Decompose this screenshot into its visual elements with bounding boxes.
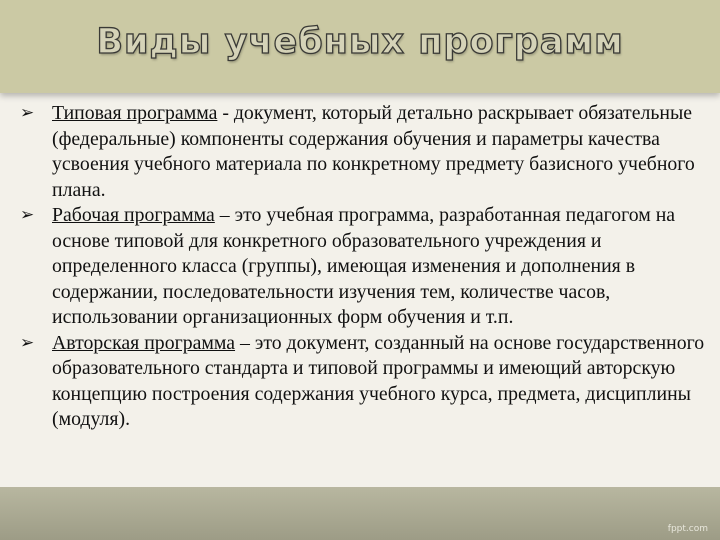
bullet-text: – это учебная программа, разработанная педагогом на основе типовой для конкретного образовательного учреждения и определенного класса (группы), имеющая изменения и дополнения в содержании, последовательности изучения тем, количестве часов, использовании организационных форм обучения и т.п. xyxy=(52,204,676,328)
footer-band xyxy=(0,487,720,540)
title-bar xyxy=(0,0,720,93)
bullet-item-author xyxy=(20,331,712,433)
bullet-list xyxy=(20,101,712,433)
bullet-term: Авторская программа xyxy=(52,331,236,354)
slide-title: Виды учебных программ xyxy=(96,22,624,62)
bullet-item-working xyxy=(20,203,712,331)
arrow-bullet-icon: ➢ xyxy=(20,103,35,123)
bullet-term: Рабочая программа xyxy=(52,204,215,226)
bullet-text: - документ, который детально раскрывает обязательные (федеральные) компоненты содержания обучения и параметры качества усвоения учебного материала по конкретному предмету базисного учебного плана. xyxy=(52,102,695,201)
bullet-term: Типовая программа xyxy=(52,102,218,124)
watermark: fppt.com xyxy=(667,524,708,534)
arrow-bullet-icon: ➢ xyxy=(20,205,35,225)
bullet-text: – это документ, созданный на основе государственного образовательного стандарта и типовой программы и имеющий авторскую концепцию построения содержания учебного курса, предмета, дисциплины (модуля). xyxy=(52,331,705,430)
bullet-item-typical xyxy=(20,101,712,203)
arrow-bullet-icon: ➢ xyxy=(20,332,35,353)
